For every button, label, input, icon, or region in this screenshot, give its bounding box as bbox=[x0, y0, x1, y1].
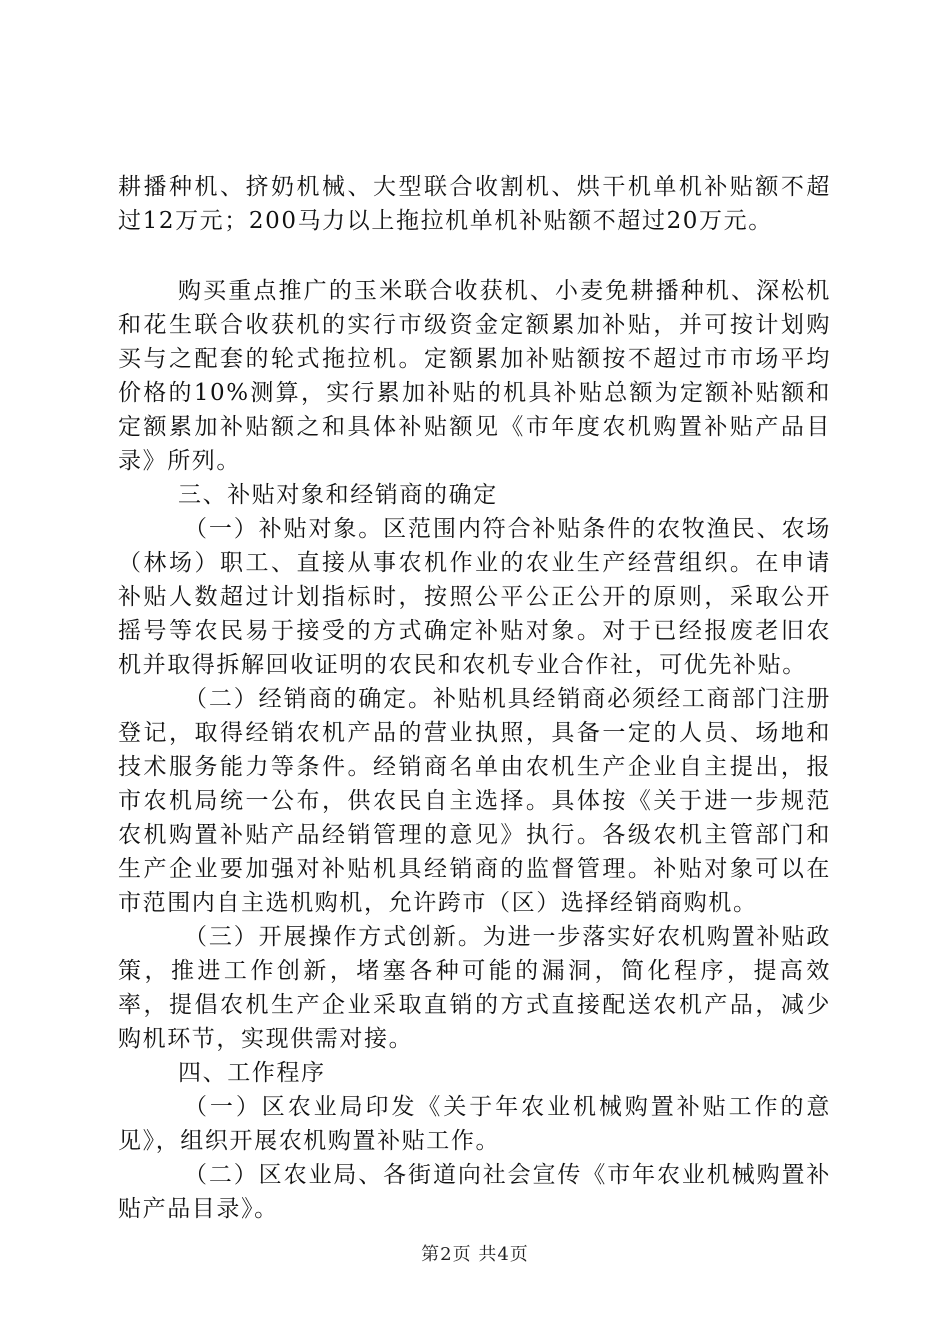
paragraph-procedure-2: （二）区农业局、各街道向社会宣传《市年农业机械购置补贴产品目录》。 bbox=[118, 1162, 831, 1222]
paragraph-operation-innovation: （三）开展操作方式创新。为进一步落实好农机购置补贴政策，推进工作创新，堵塞各种可能的漏洞，简化程序，提高效率，提倡农机生产企业采取直销的方式直接配送农机产品，减少购机环节，实现供需对接。 bbox=[118, 924, 831, 1052]
section-heading-4: 四、工作程序 bbox=[178, 1060, 326, 1086]
document-body bbox=[118, 170, 831, 1226]
paragraph-procedure-1: （一）区农业局印发《关于年农业机械购置补贴工作的意见》，组织开展农机购置补贴工作。 bbox=[118, 1094, 831, 1154]
paragraph-dealer-determination: （二）经销商的确定。补贴机具经销商必须经工商部门注册登记，取得经销农机产品的营业执照，具备一定的人员、场地和技术服务能力等条件。经销商名单由农机生产企业自主提出，报市农机局统一公布，供农民自主选择。具体按《关于进一步规范农机购置补贴产品经销管理的意见》执行。各级农机主管部门和生产企业要加强对补贴机具经销商的监督管理。补贴对象可以在市范围内自主选机购机，允许跨市（区）选择经销商购机。 bbox=[118, 686, 831, 916]
paragraph-subsidy-limits: 耕播种机、挤奶机械、大型联合收割机、烘干机单机补贴额不超过12万元；200马力以上拖拉机单机补贴额不超过20万元。 bbox=[118, 174, 831, 234]
paragraph-cumulative-subsidy: 购买重点推广的玉米联合收获机、小麦免耕播种机、深松机和花生联合收获机的实行市级资金定额累加补贴，并可按计划购买与之配套的轮式拖拉机。定额累加补贴额按不超过市市场平均价格的10%测算，实行累加补贴的机具补贴总额为定额补贴额和定额累加补贴额之和具体补贴额见《市年度农机购置补贴产品目录》所列。 bbox=[118, 278, 831, 474]
page-footer: 第2页 共4页 bbox=[421, 1244, 529, 1265]
paragraph-subsidy-targets: （一）补贴对象。区范围内符合补贴条件的农牧渔民、农场（林场）职工、直接从事农机作业的农业生产经营组织。在申请补贴人数超过计划指标时，按照公平公正公开的原则，采取公开摇号等农民易于接受的方式确定补贴对象。对于已经报废老旧农机并取得拆解回收证明的农民和农机专业合作社，可优先补贴。 bbox=[118, 516, 831, 678]
section-heading-3: 三、补贴对象和经销商的确定 bbox=[178, 482, 498, 508]
